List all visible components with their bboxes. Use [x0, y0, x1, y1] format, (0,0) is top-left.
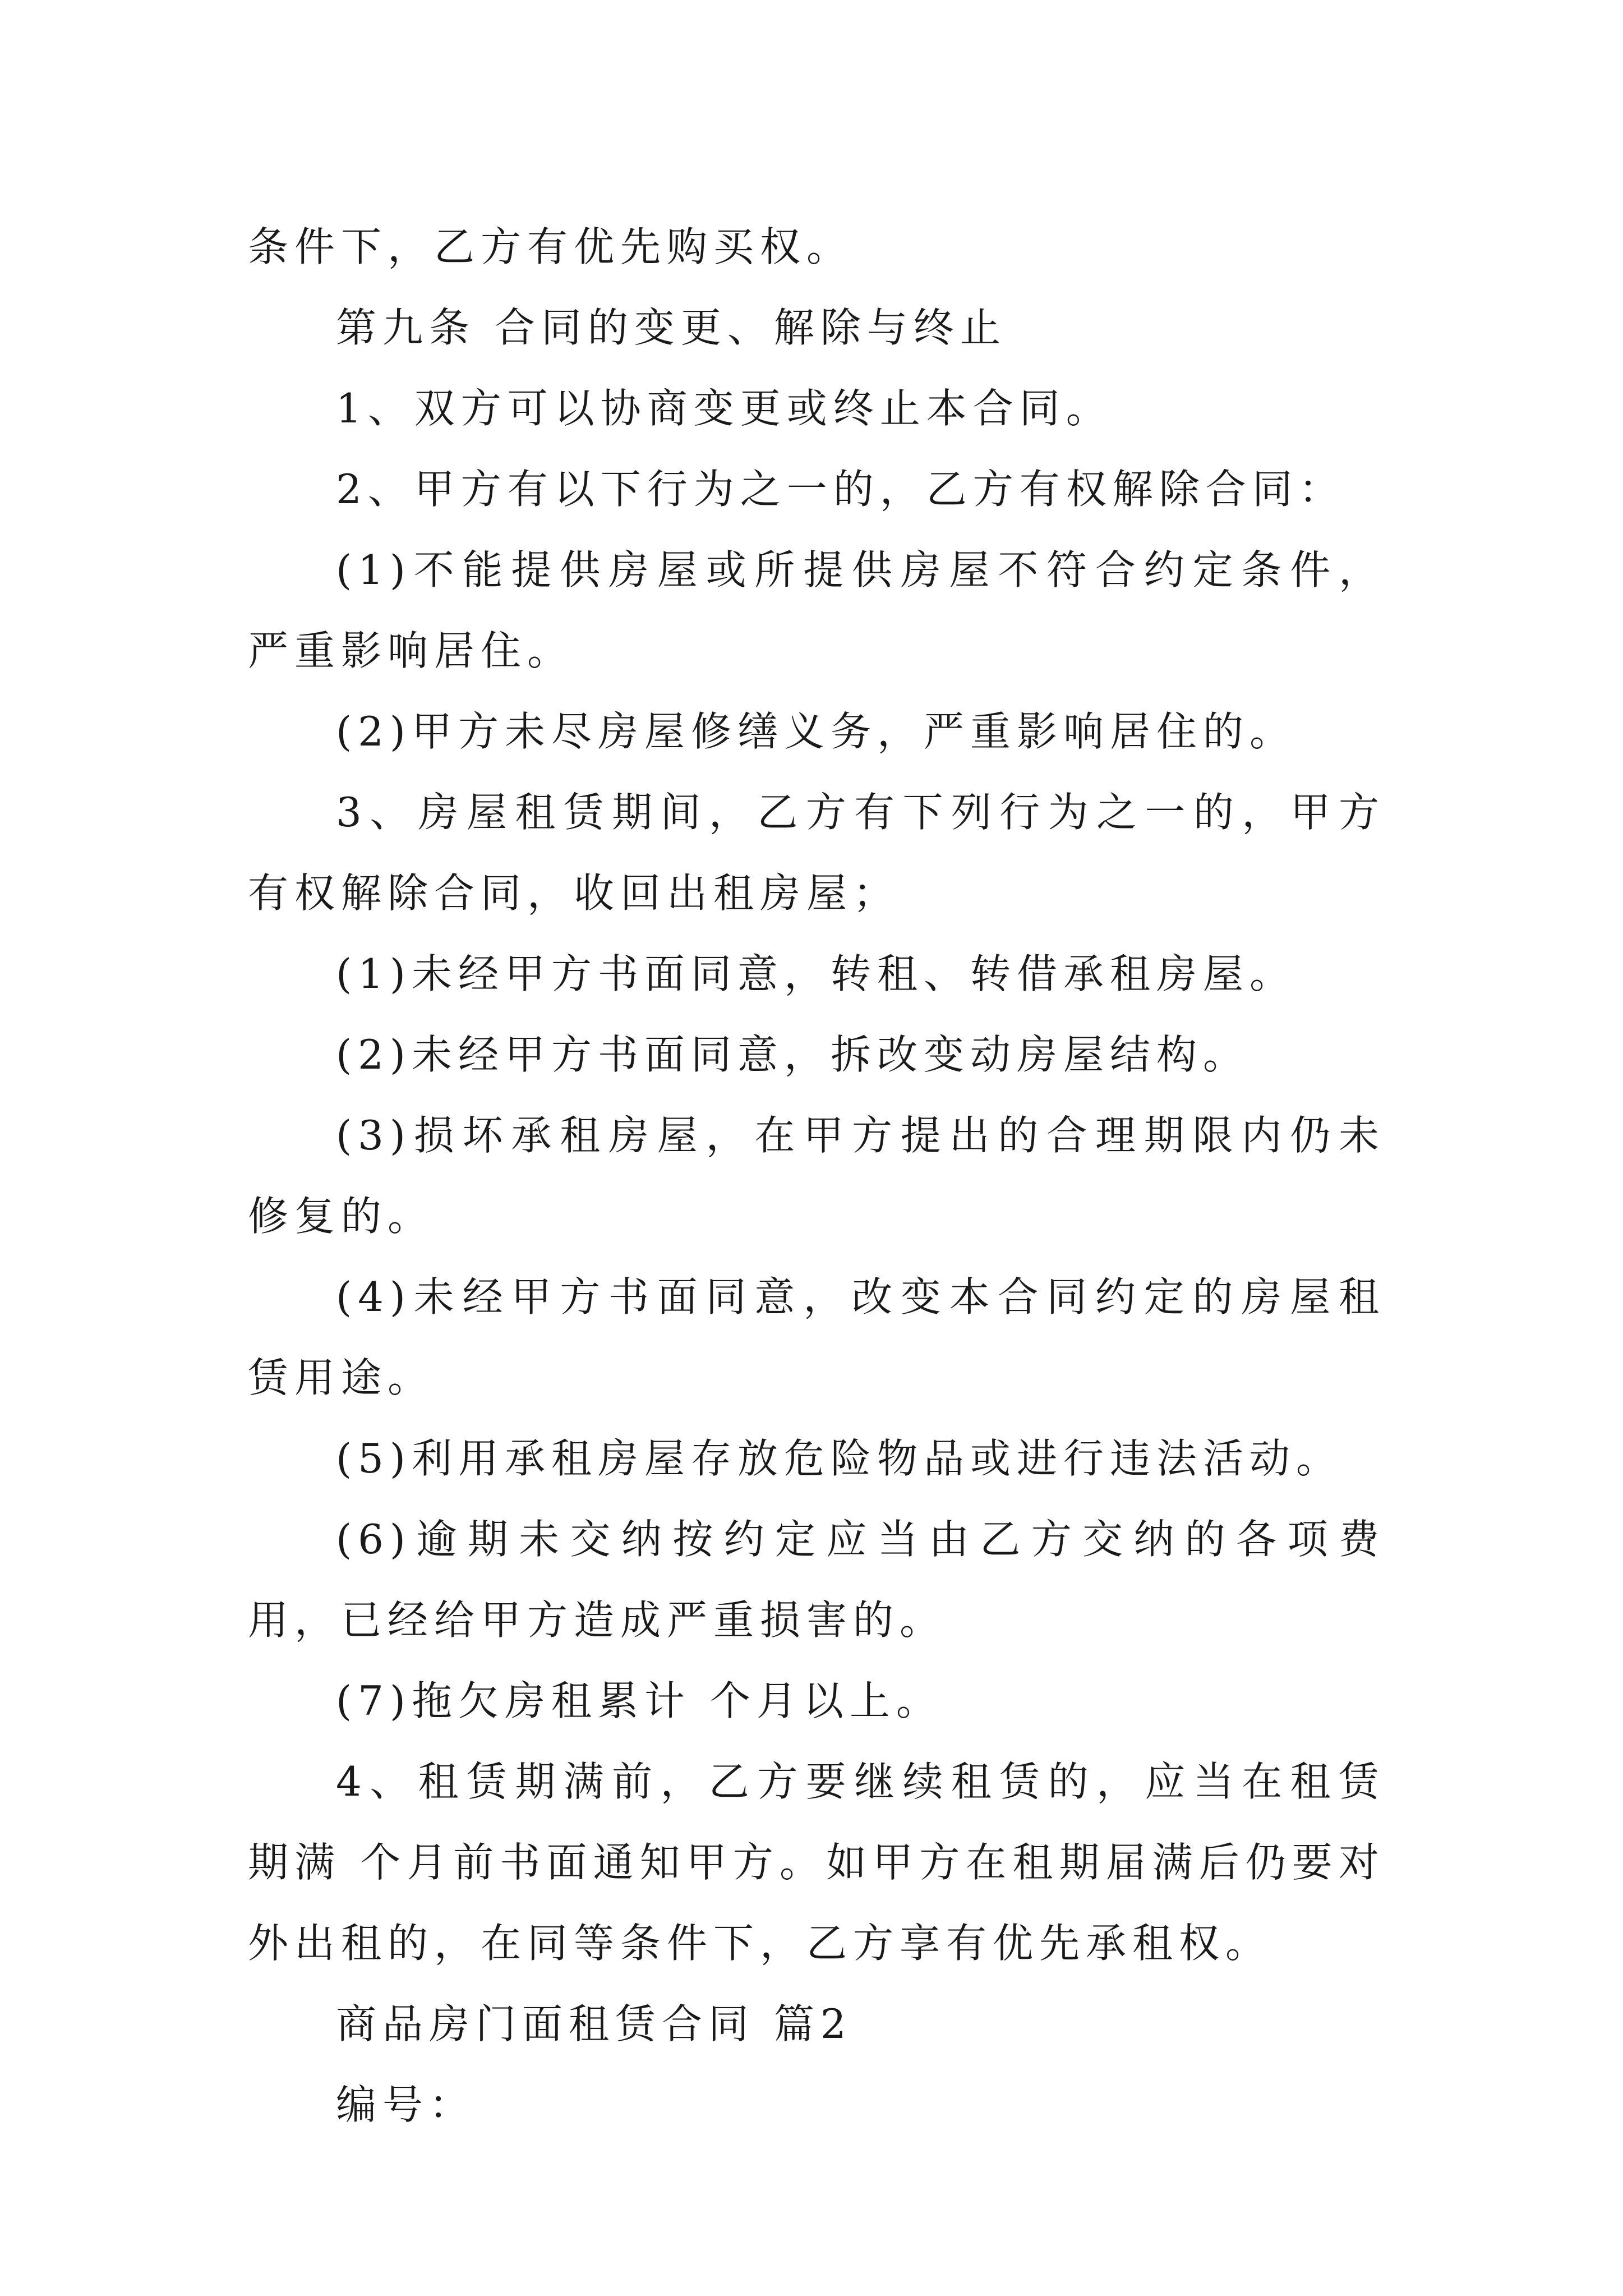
number-label: 编号： [336, 2081, 476, 2128]
list-item: (5)利用承租房屋存放危险物品或进行违法活动。 [336, 1435, 1343, 1482]
list-item: (2)未经甲方书面同意，拆改变动房屋结构。 [336, 1031, 1249, 1078]
list-item: (1)不能提供房屋或所提供房屋不符合约定条件，严重影响居住。 [248, 546, 1385, 674]
section-title: 商品房门面租赁合同 篇2 [336, 2000, 852, 2047]
list-item: (4)未经甲方书面同意，改变本合同约定的房屋租赁用途。 [248, 1273, 1385, 1401]
paragraph: 3、房屋租赁期间，乙方有下列行为之一的，甲方有权解除合同，收回出租房屋； [248, 789, 1385, 917]
list-item: (6)逾期未交纳按约定应当由乙方交纳的各项费用，已经给甲方造成严重损害的。 [248, 1516, 1385, 1644]
list-item: (2)甲方未尽房屋修缮义务，严重影响居住的。 [336, 708, 1296, 755]
paragraph: 4、租赁期满前，乙方要继续租赁的，应当在租赁期满 个月前书面通知甲方。如甲方在租期届满后仍要对外出租的，在同等条件下，乙方享有优先承租权。 [248, 1758, 1385, 1967]
list-item: (1)未经甲方书面同意，转租、转借承租房屋。 [336, 950, 1296, 997]
article-heading: 第九条 合同的变更、解除与终止 [336, 304, 1007, 351]
paragraph-continuation: 条件下，乙方有优先购买权。 [248, 223, 854, 270]
document-body [248, 206, 1385, 2145]
list-item: (3)损坏承租房屋，在甲方提出的合理期限内仍未修复的。 [248, 1112, 1385, 1240]
paragraph: 2、甲方有以下行为之一的，乙方有权解除合同： [336, 466, 1345, 513]
paragraph: 1、双方可以协商变更或终止本合同。 [336, 385, 1113, 432]
list-item: (7)拖欠房租累计 个月以上。 [336, 1677, 943, 1724]
